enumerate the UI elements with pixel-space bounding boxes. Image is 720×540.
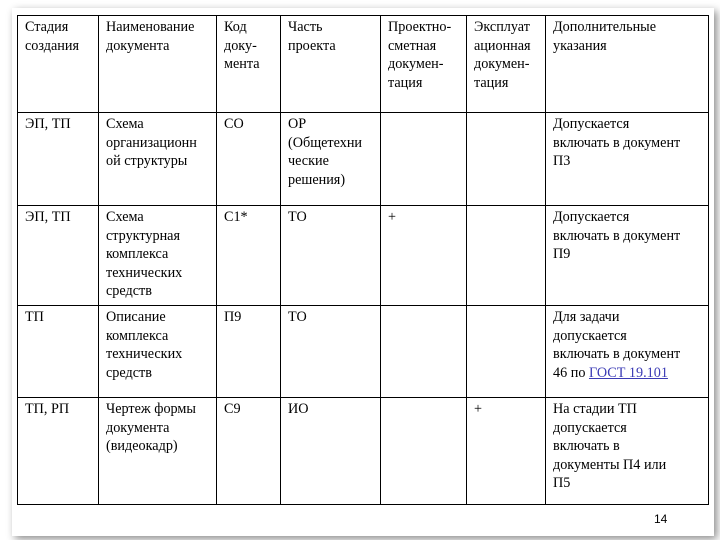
cell-document-name: Схема организационн ой структуры (99, 113, 217, 206)
cell-design-docs: + (381, 206, 467, 306)
cell-document-code: С9 (217, 398, 281, 505)
table-row (18, 113, 709, 206)
cell-operational-docs (467, 206, 546, 306)
cell-design-docs (381, 306, 467, 398)
table-row (18, 306, 709, 398)
page-number: 14 (654, 512, 668, 526)
cell-stage: ТП, РП (18, 398, 99, 505)
cell-stage: ЭП, ТП (18, 113, 99, 206)
header-stage: Стадия создания (18, 16, 99, 113)
header-notes: Дополнительные указания (546, 16, 709, 113)
table-row (18, 206, 709, 306)
cell-notes: Допускается включать в документ П3 (546, 113, 709, 206)
cell-design-docs (381, 398, 467, 505)
header-document-code: Код доку- мента (217, 16, 281, 113)
cell-document-name: Схема структурная комплекса технических средств (99, 206, 217, 306)
header-document-name: Наименование документа (99, 16, 217, 113)
table-row (18, 398, 709, 505)
cell-project-part: ТО (281, 306, 381, 398)
cell-stage: ТП (18, 306, 99, 398)
document-table (17, 15, 709, 505)
cell-stage: ЭП, ТП (18, 206, 99, 306)
header-design-docs: Проектно- сметная докумен- тация (381, 16, 467, 113)
cell-notes: Для задачи допускается включать в документ 46 по ГОСТ 19.101 (546, 306, 709, 398)
cell-operational-docs (467, 306, 546, 398)
cell-operational-docs (467, 113, 546, 206)
gost-link[interactable]: ГОСТ 19.101 (588, 364, 668, 381)
cell-notes: На стадии ТП допускается включать в документы П4 или П5 (546, 398, 709, 505)
cell-document-code: СО (217, 113, 281, 206)
table-header-row (18, 16, 709, 113)
cell-operational-docs: + (467, 398, 546, 505)
cell-document-name: Описание комплекса технических средств (99, 306, 217, 398)
cell-project-part: ОР (Общетехни ческие решения) (281, 113, 381, 206)
cell-design-docs (381, 113, 467, 206)
cell-document-name: Чертеж формы документа (видеокадр) (99, 398, 217, 505)
header-project-part: Часть проекта (281, 16, 381, 113)
cell-document-code: П9 (217, 306, 281, 398)
cell-notes: Допускается включать в документ П9 (546, 206, 709, 306)
cell-document-code: С1* (217, 206, 281, 306)
cell-project-part: ИО (281, 398, 381, 505)
header-operational-docs: Эксплуат ационная докумен- тация (467, 16, 546, 113)
cell-project-part: ТО (281, 206, 381, 306)
